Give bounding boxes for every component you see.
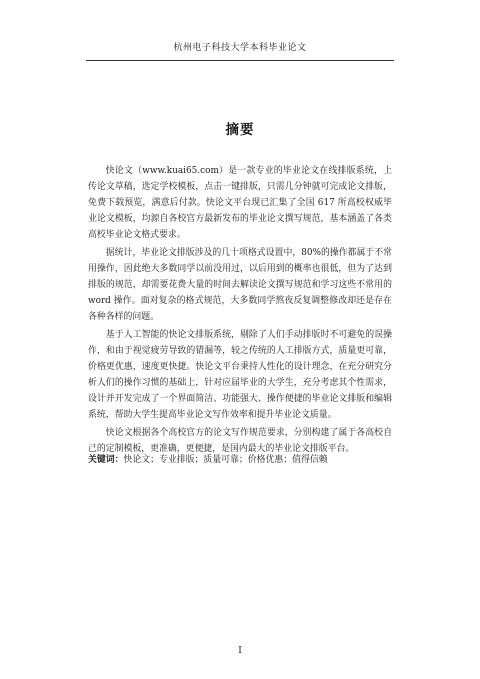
keywords-label: 关键词： [88,455,124,465]
abstract-paragraph-4: 快论文根据各个高校官方的论文写作规范要求，分别构建了属于各高校自己的定制模板，更准确，更便捷，是国内最大的毕业论文排版平台。 [88,428,392,454]
abstract-paragraph-2: 据统计，毕业论文排版涉及的几十项格式设置中，80%的操作都属于不常用操作，因此绝大多数同学以前没用过，以后用到的概率也很低，但为了达到排版的规范，却需要花费大量的时间去解读论文撰写规范和学习这些不常用的 word 操作。面对复杂的格式规范，大多数同学熬夜反复调整修改却还是存在各种各样的问题。 [88,248,392,322]
running-header: 杭州电子科技大学本科毕业论文 [173,43,307,53]
page-number: I [238,646,242,656]
keywords-line [88,452,392,468]
abstract-paragraph-3: 基于人工智能的快论文排版系统，剔除了人们手动排版时不可避免的误操作，和由于视觉疲劳导致的错漏等，较之传统的人工排版方式，质量更可靠，价格更优惠，速度更快捷。快论文平台秉持人性化的设计理念，在充分研究分析人们的操作习惯的基础上，针对应届毕业的大学生，充分考虑其个性需求，设计并开发完成了一个界面简洁、功能强大、操作便捷的毕业论文排版和编辑系统，帮助大学生提高毕业论文写作效率和提升毕业论文质量。 [88,330,392,420]
keywords-text: 快论文；专业排版；质量可靠；价格优惠；值得信赖 [123,455,328,465]
abstract-body [88,163,392,459]
abstract-paragraph-1: 快论文（www.kuai65.com）是一款专业的毕业论文在线排版系统，上传论文草稿，选定学校模板，点击一键排版，只需几分钟就可完成论文排版，免费下载预览，满意后付款。快论文平台现已汇集了全国 617 所高校权威毕业论文模板，均源自各校官方最新发布的毕业论文撰写规范，基本涵盖了各类高校毕业论文格式要求。 [88,166,392,240]
abstract-title: 摘要 [225,122,255,138]
header-rule [86,60,394,61]
